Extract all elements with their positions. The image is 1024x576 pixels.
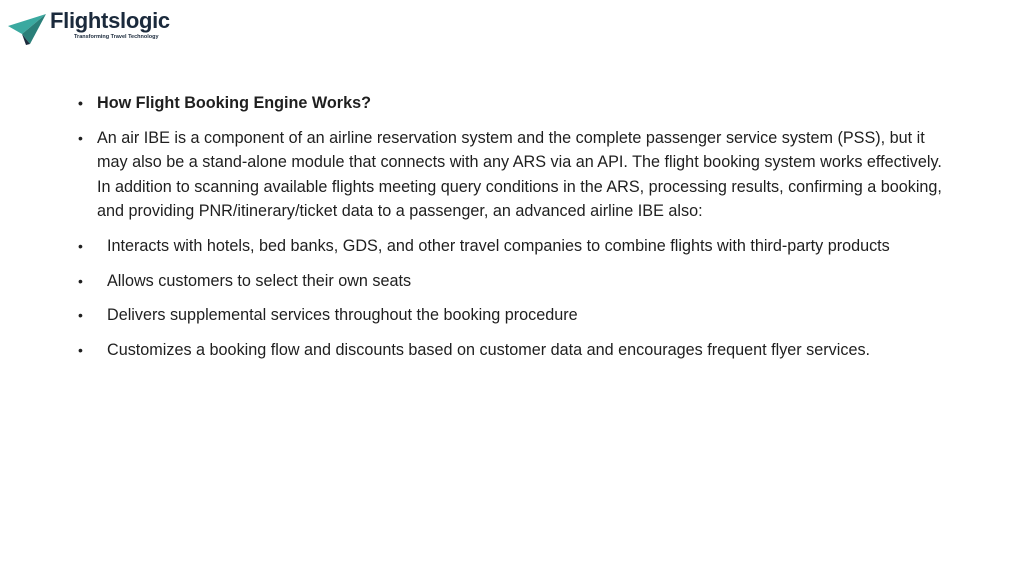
bullet-icon: •: [78, 237, 83, 254]
list-item: [78, 338, 958, 363]
list-item-text: Customizes a booking flow and discounts based on customer data and encourages frequent flyer services.: [107, 340, 871, 359]
list-item-text: Allows customers to select their own seats: [107, 271, 412, 290]
list-item: [78, 234, 958, 259]
bullet-icon: •: [78, 307, 83, 324]
feature-list: [78, 234, 958, 362]
brand-logo: [8, 8, 170, 46]
logo-name: Flightslogic: [50, 8, 170, 33]
list-item-text: Interacts with hotels, bed banks, GDS, and other travel companies to combine flights with third-party products: [107, 236, 890, 255]
slide-heading-row: [78, 91, 958, 116]
bullet-icon: •: [78, 272, 83, 289]
slide-paragraph-row: [78, 126, 958, 224]
list-item: [78, 269, 958, 294]
list-item: [78, 303, 958, 328]
bullet-icon: •: [78, 95, 83, 111]
slide-heading: How Flight Booking Engine Works?: [97, 94, 371, 112]
bullet-icon: •: [78, 129, 83, 146]
logo-tagline: Transforming Travel Technology: [74, 34, 159, 40]
paper-plane-icon: [8, 12, 48, 46]
bullet-icon: •: [78, 341, 83, 358]
list-item-text: Delivers supplemental services throughout the booking procedure: [107, 306, 578, 325]
slide-paragraph: An air IBE is a component of an airline reservation system and the complete passenger service system (PSS), but it may also be a stand-alone module that connects with any ARS via an API. The flight booking system works effectively. In addition to scanning available flights meeting query conditions in the ARS, processing results, confirming a booking, and providing PNR/itinerary/ticket data to a passenger, an advanced airline IBE also:: [97, 128, 942, 221]
slide-content: [78, 91, 958, 372]
